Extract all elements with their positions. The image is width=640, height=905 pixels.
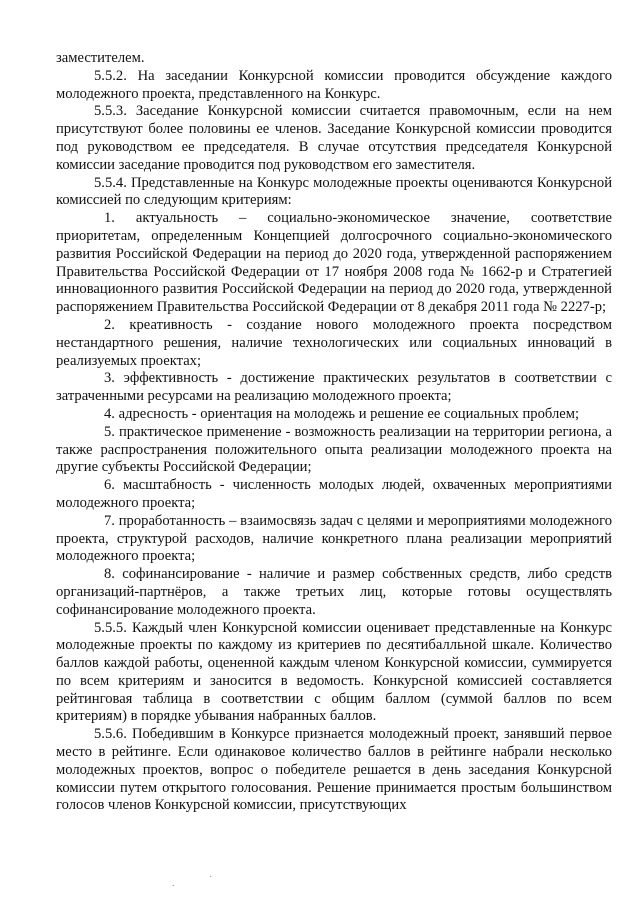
- criterion-text: масштабность - численность молодых людей, охваченных мероприятиями молодежного проекта;: [56, 477, 612, 511]
- criterion-number: 7.: [104, 512, 115, 529]
- criterion-number: 3.: [104, 370, 115, 387]
- criterion-item: [56, 424, 612, 477]
- criterion-number: 6.: [104, 477, 115, 494]
- criterion-text: адресность - ориентация на молодежь и решение ее социальных проблем;: [118, 405, 580, 422]
- criterion-item: [56, 370, 612, 406]
- criterion-text: практическое применение - возможность реализации на территории региона, а также распространения положительного опыта реализации молодежного проекта на другие субъекты Российской Федерации;: [56, 423, 612, 476]
- criterion-item: [56, 317, 612, 370]
- criterion-item: [56, 477, 612, 513]
- criterion-text: актуальность – социально-экономическое значение, соответствие приоритетам, определенным Концепцией долгосрочного социально-экономического развития Российской Федерации на период до 2020 года, утвержденной распоряжением Правительства Российской Федерации от 17 ноября 2008 года № 1662-р и Стратегией инновационного развития Российской Федерации на период до 2020 года, утвержденной распоряжением Правительства Российской Федерации от 8 декабря 2011 года № 2227-р;: [56, 210, 612, 316]
- paragraph-5-5-2: 5.5.2. На заседании Конкурсной комиссии проводится обсуждение каждого молодежного проекта, представленного на Конкурс.: [56, 67, 612, 102]
- criterion-number: 8.: [104, 566, 115, 583]
- criterion-text: креативность - создание нового молодежного проекта посредством нестандартного решения, наличие технологических или социальных инноваций в реализуемых проектах;: [56, 316, 612, 369]
- criterion-text: проработанность – взаимосвязь задач с целями и мероприятиями молодежного проекта, структурой расходов, наличие конкретного плана реализации мероприятий молодежного проекта;: [56, 512, 612, 565]
- criterion-item: [56, 210, 612, 317]
- criterion-number: 5.: [104, 423, 115, 440]
- scan-artifact: .: [172, 878, 175, 889]
- criterion-number: 2.: [104, 316, 115, 333]
- criterion-number: 1.: [104, 210, 115, 227]
- criterion-number: 4.: [104, 405, 115, 422]
- criterion-text: софинансирование - наличие и размер собственных средств, либо средств организаций-партнёров, а также третьих лиц, которые готовы осуществлять софинансирование молодежного проекта.: [56, 566, 612, 618]
- intro-text: заместителем.: [56, 50, 145, 66]
- paragraph-5-5-6: 5.5.6. Победившим в Конкурсе признается молодежный проект, занявший первое место в рейтинге. Если одинаковое количество баллов в рейтинге набрали несколько молодежных проектов, вопрос о победителе решается в день заседания Конкурсной комиссии путем открытого голосования. Решение принимается простым большинством голосов членов Конкурсной комиссии, присутствующих: [56, 726, 612, 814]
- paragraph-5-5-4: 5.5.4. Представленные на Конкурс молодежные проекты оцениваются Конкурсной комиссией по следующим критериям:: [56, 174, 612, 209]
- criterion-item: [56, 566, 612, 619]
- criterion-item: [56, 406, 612, 424]
- criterion-item: [56, 513, 612, 566]
- criteria-list: [56, 210, 612, 619]
- paragraph-5-5-5: 5.5.5. Каждый член Конкурсной комиссии оценивает представленные на Конкурс молодежные проекты по каждому из критериев по десятибалльной шкале. Количество баллов каждой работы, оцененной каждым членом Конкурсной комиссии, суммируется по всем критериям и заносится в ведомость. Конкурсной комиссией составляется рейтинговая таблица в соответствии с общим баллом (суммой баллов по всем критериям) в порядке убывания набранных баллов.: [56, 619, 612, 725]
- scan-artifact: ·: [209, 872, 213, 883]
- criterion-text: эффективность - достижение практических результатов в соответствии с затраченными ресурсами на реализацию молодежного проекта;: [56, 370, 612, 405]
- document-page: [56, 50, 612, 815]
- paragraph-5-5-3: 5.5.3. Заседание Конкурсной комиссии считается правомочным, если на нем присутствуют более половины ее членов. Заседание Конкурсной комиссии проводится под руководством ее председателя. В случае отсутствия председателя Конкурсной комиссии заседание проводится под руководством его заместителя.: [56, 103, 612, 173]
